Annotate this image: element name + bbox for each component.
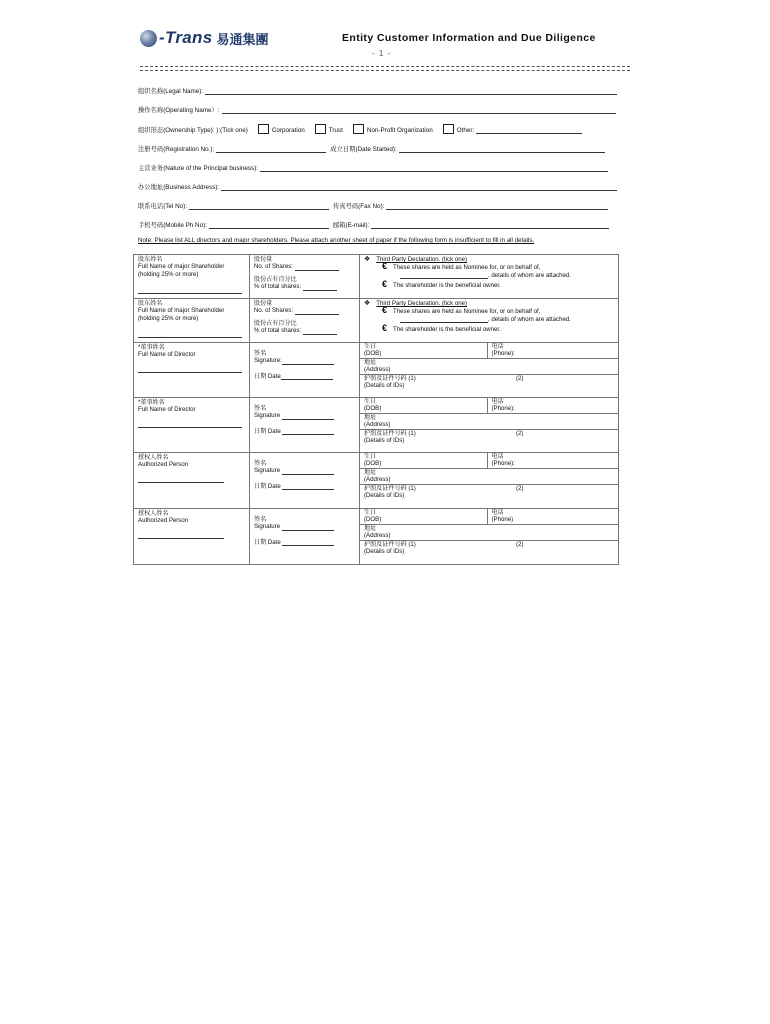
phone-cn: 电话 <box>491 453 504 460</box>
date-field[interactable] <box>281 373 333 380</box>
phone-cn: 电话 <box>491 343 504 350</box>
ownership-type-row <box>138 124 582 134</box>
shareholder-row <box>134 299 619 343</box>
ids-cn: 护照及证件号码 (1) <box>364 484 416 492</box>
legal-name-field[interactable] <box>205 87 617 95</box>
sign-cn: 签名 <box>254 460 267 467</box>
shareholder-holding: (holding 25% or more) <box>138 314 199 322</box>
address-en: (Address) <box>364 476 391 484</box>
nonprofit-label: Non-Profit Organization <box>366 127 433 134</box>
logo-cn-text: 易通集團 <box>216 32 269 48</box>
ids-cn: 护照及证件号码 (1) <box>364 374 416 382</box>
authorized-sign-cell <box>250 453 360 509</box>
tel-fax-row <box>138 201 608 210</box>
registration-row <box>138 144 605 153</box>
fax-field[interactable] <box>386 202 608 210</box>
authorized-name-cn: 授权人姓名 <box>138 454 169 461</box>
company-logo <box>140 29 268 47</box>
declaration-title: Third Party Declaration. (tick one) <box>376 256 468 263</box>
declaration-title: Third Party Declaration. (tick one) <box>376 300 468 307</box>
authorized-details-cell <box>360 453 619 509</box>
form-note: Note: Please list ALL directors and major shareholders. Please attach another sheet of paper if the following form is insufficient to fill in all details. <box>138 237 535 244</box>
mobile-email-row <box>138 220 609 229</box>
ids-cn: 护照及证件号码 (1) <box>364 540 416 548</box>
ids-en: (Details of IDs) <box>364 548 405 556</box>
director-details-cell <box>360 398 619 453</box>
director-name-field[interactable] <box>138 366 242 373</box>
attached-text: , details of whom are attached. <box>488 271 571 279</box>
director-row <box>134 398 619 453</box>
shareholder-name-cn: 股东姓名 <box>138 300 163 307</box>
address-cn: 地址 <box>364 524 377 532</box>
page-number: - 1 - <box>372 49 392 58</box>
trust-checkbox[interactable] <box>315 124 326 134</box>
euro-icon[interactable]: € <box>382 279 388 290</box>
mobile-field[interactable] <box>209 221 329 229</box>
other-label: Other: <box>456 127 475 134</box>
registration-label: 注册号码(Registration No.): <box>138 146 215 153</box>
logo-text: -Trans <box>159 28 213 47</box>
fax-label: 传真号码(Fax No): <box>332 203 385 210</box>
shares-field[interactable] <box>295 264 339 271</box>
declaration-cell <box>360 299 619 343</box>
signature-field[interactable] <box>282 468 334 475</box>
percent-cn: 股份占有百分比 <box>254 319 297 327</box>
operating-name-field[interactable] <box>222 106 616 114</box>
authorized-row <box>134 509 619 565</box>
percent-field[interactable] <box>303 328 337 335</box>
double-divider <box>140 66 630 71</box>
attached-text: , details of whom are attached. <box>488 315 571 323</box>
business-address-row <box>138 182 617 191</box>
business-address-label: 办公地址(Business Address): <box>138 184 220 191</box>
legal-name-label: 组织名称(Legal Name): <box>138 88 204 95</box>
authorized-name-cell <box>134 509 250 565</box>
nominee-text: These shares are held as Nominee for, or on behalf of, <box>393 264 541 272</box>
ids-en: (Details of IDs) <box>364 382 405 390</box>
address-cn: 地址 <box>364 358 377 366</box>
shares-cn: 股份量 <box>254 256 273 263</box>
mobile-label: 手机号码(Mobile Ph No): <box>138 222 207 229</box>
authorized-name-cn: 授权人姓名 <box>138 510 169 517</box>
director-name-cell <box>134 398 250 453</box>
date-label: 日期 Date <box>254 482 281 490</box>
beneficial-text: The shareholder is the beneficial owner. <box>393 326 501 334</box>
euro-icon[interactable]: € <box>382 305 388 316</box>
dob-en: (DOB) <box>364 405 382 413</box>
shareholder-name-cell <box>134 299 250 343</box>
declaration-cell <box>360 255 619 299</box>
shareholder-name-field[interactable] <box>138 331 242 338</box>
email-label: 邮箱(E-mail): <box>332 222 370 229</box>
tel-label: 联系电话(Tel No): <box>138 203 187 210</box>
nominee-text: These shares are held as Nominee for, or on behalf of, <box>393 308 541 316</box>
date-field[interactable] <box>282 539 334 546</box>
shareholder-name-cn: 股东姓名 <box>138 256 163 263</box>
director-name-field[interactable] <box>138 421 242 428</box>
authorized-details-cell <box>360 509 619 565</box>
phone-en: (Phone): <box>491 460 515 468</box>
ownership-type-label: 组织形态(Ownership Type): ):(Tick one) <box>138 127 248 134</box>
shareholder-holding: (holding 25% or more) <box>138 270 199 278</box>
diamond-bullet-icon: ❖ <box>364 256 371 263</box>
phone-en: (Phone): <box>491 350 515 358</box>
authorized-name-field[interactable] <box>138 532 224 539</box>
authorized-name-en: Authorized Person <box>138 461 189 469</box>
dob-cn: 生日 <box>364 509 377 516</box>
corporation-checkbox[interactable] <box>258 124 269 134</box>
shareholder-name-en: Full Name of major Shareholder <box>138 263 225 271</box>
address-cn: 地址 <box>364 413 377 421</box>
signature-field[interactable] <box>282 358 334 365</box>
percent-cn: 股份占有百分比 <box>254 275 297 283</box>
director-sign-cell <box>250 343 360 398</box>
page-title: Entity Customer Information and Due Diligence <box>342 32 596 44</box>
operating-name-row <box>138 105 616 114</box>
nature-business-field[interactable] <box>260 164 608 172</box>
operating-name-label: 操作名称(Operating Name）: <box>138 107 220 114</box>
shareholder-name-field[interactable] <box>138 287 242 294</box>
date-field[interactable] <box>282 428 334 435</box>
sign-en: Signature <box>254 412 281 420</box>
legal-name-row <box>138 86 617 95</box>
other-checkbox[interactable] <box>443 124 454 134</box>
address-en: (Address) <box>364 366 391 374</box>
nature-business-label: 主营业务(Nature of the Principal business): <box>138 165 259 172</box>
director-name-en: Full Name of Director <box>138 406 196 414</box>
business-address-field[interactable] <box>221 183 617 191</box>
dob-cn: 生日 <box>364 398 377 405</box>
ids-2: (2) <box>516 429 524 437</box>
authorized-sign-cell <box>250 509 360 565</box>
nominee-field[interactable] <box>400 272 488 279</box>
address-en: (Address) <box>364 421 391 429</box>
trust-label: Trust <box>328 127 343 134</box>
shares-field[interactable] <box>295 308 339 315</box>
date-started-field[interactable] <box>399 145 605 153</box>
director-name-en: Full Name of Director <box>138 351 196 359</box>
phone-en: (Phone) <box>491 516 514 524</box>
dob-en: (DOB) <box>364 516 382 524</box>
nature-business-row <box>138 163 608 172</box>
sign-cn: 签名 <box>254 405 267 412</box>
shares-en: No. of Shares: <box>254 307 293 315</box>
director-name-cn: *董事姓名 <box>138 344 165 351</box>
address-en: (Address) <box>364 532 391 540</box>
ids-2: (2) <box>516 540 524 548</box>
persons-table <box>133 254 619 565</box>
nominee-field[interactable] <box>400 316 488 323</box>
sign-en: Signature <box>254 523 281 531</box>
date-label: 日期 Date <box>254 427 281 435</box>
authorized-name-en: Authorized Person <box>138 517 189 525</box>
ids-en: (Details of IDs) <box>364 492 405 500</box>
shareholder-shares-cell <box>250 299 360 343</box>
corporation-label: Corporation <box>271 127 305 134</box>
nonprofit-checkbox[interactable] <box>353 124 364 134</box>
ids-2: (2) <box>516 374 524 382</box>
director-sign-cell <box>250 398 360 453</box>
sign-en: Signature: <box>254 357 282 365</box>
sign-en: Signature <box>254 467 281 475</box>
shares-cn: 股份量 <box>254 300 273 307</box>
authorized-row <box>134 453 619 509</box>
percent-field[interactable] <box>303 284 337 291</box>
signature-field[interactable] <box>282 524 334 531</box>
shareholder-name-cell <box>134 255 250 299</box>
phone-cn: 电话 <box>491 398 504 405</box>
shareholder-name-en: Full Name of major Shareholder <box>138 307 225 315</box>
authorized-name-field[interactable] <box>138 476 224 483</box>
tel-field[interactable] <box>189 202 329 210</box>
director-name-cn: *董事姓名 <box>138 399 165 406</box>
registration-field[interactable] <box>216 145 326 153</box>
date-label: 日期 Date <box>254 372 281 380</box>
beneficial-text: The shareholder is the beneficial owner. <box>393 282 501 290</box>
sign-cn: 签名 <box>254 350 267 357</box>
dob-cn: 生日 <box>364 453 377 460</box>
ids-2: (2) <box>516 484 524 492</box>
director-row <box>134 343 619 398</box>
ids-en: (Details of IDs) <box>364 437 405 445</box>
other-field[interactable] <box>476 126 582 134</box>
dob-en: (DOB) <box>364 350 382 358</box>
address-cn: 地址 <box>364 468 377 476</box>
ids-cn: 护照及证件号码 (1) <box>364 429 416 437</box>
dob-en: (DOB) <box>364 460 382 468</box>
director-name-cell <box>134 343 250 398</box>
director-details-cell <box>360 343 619 398</box>
euro-icon[interactable]: € <box>382 323 388 334</box>
email-field[interactable] <box>371 221 609 229</box>
euro-icon[interactable]: € <box>382 261 388 272</box>
diamond-bullet-icon: ❖ <box>364 300 371 307</box>
shareholder-shares-cell <box>250 255 360 299</box>
authorized-name-cell <box>134 453 250 509</box>
percent-en: % of total shares: <box>254 327 302 335</box>
date-field[interactable] <box>282 483 334 490</box>
shares-en: No. of Shares: <box>254 263 293 271</box>
phone-en: (Phone): <box>491 405 515 413</box>
signature-field[interactable] <box>282 413 334 420</box>
dob-cn: 生日 <box>364 343 377 350</box>
globe-icon <box>140 30 157 47</box>
sign-cn: 签名 <box>254 516 267 523</box>
shareholder-row <box>134 255 619 299</box>
percent-en: % of total shares: <box>254 283 302 291</box>
date-started-label: 成立日期(Date Started): <box>330 146 397 153</box>
phone-cn: 电话 <box>491 509 504 516</box>
date-label: 日期 Date <box>254 538 281 546</box>
